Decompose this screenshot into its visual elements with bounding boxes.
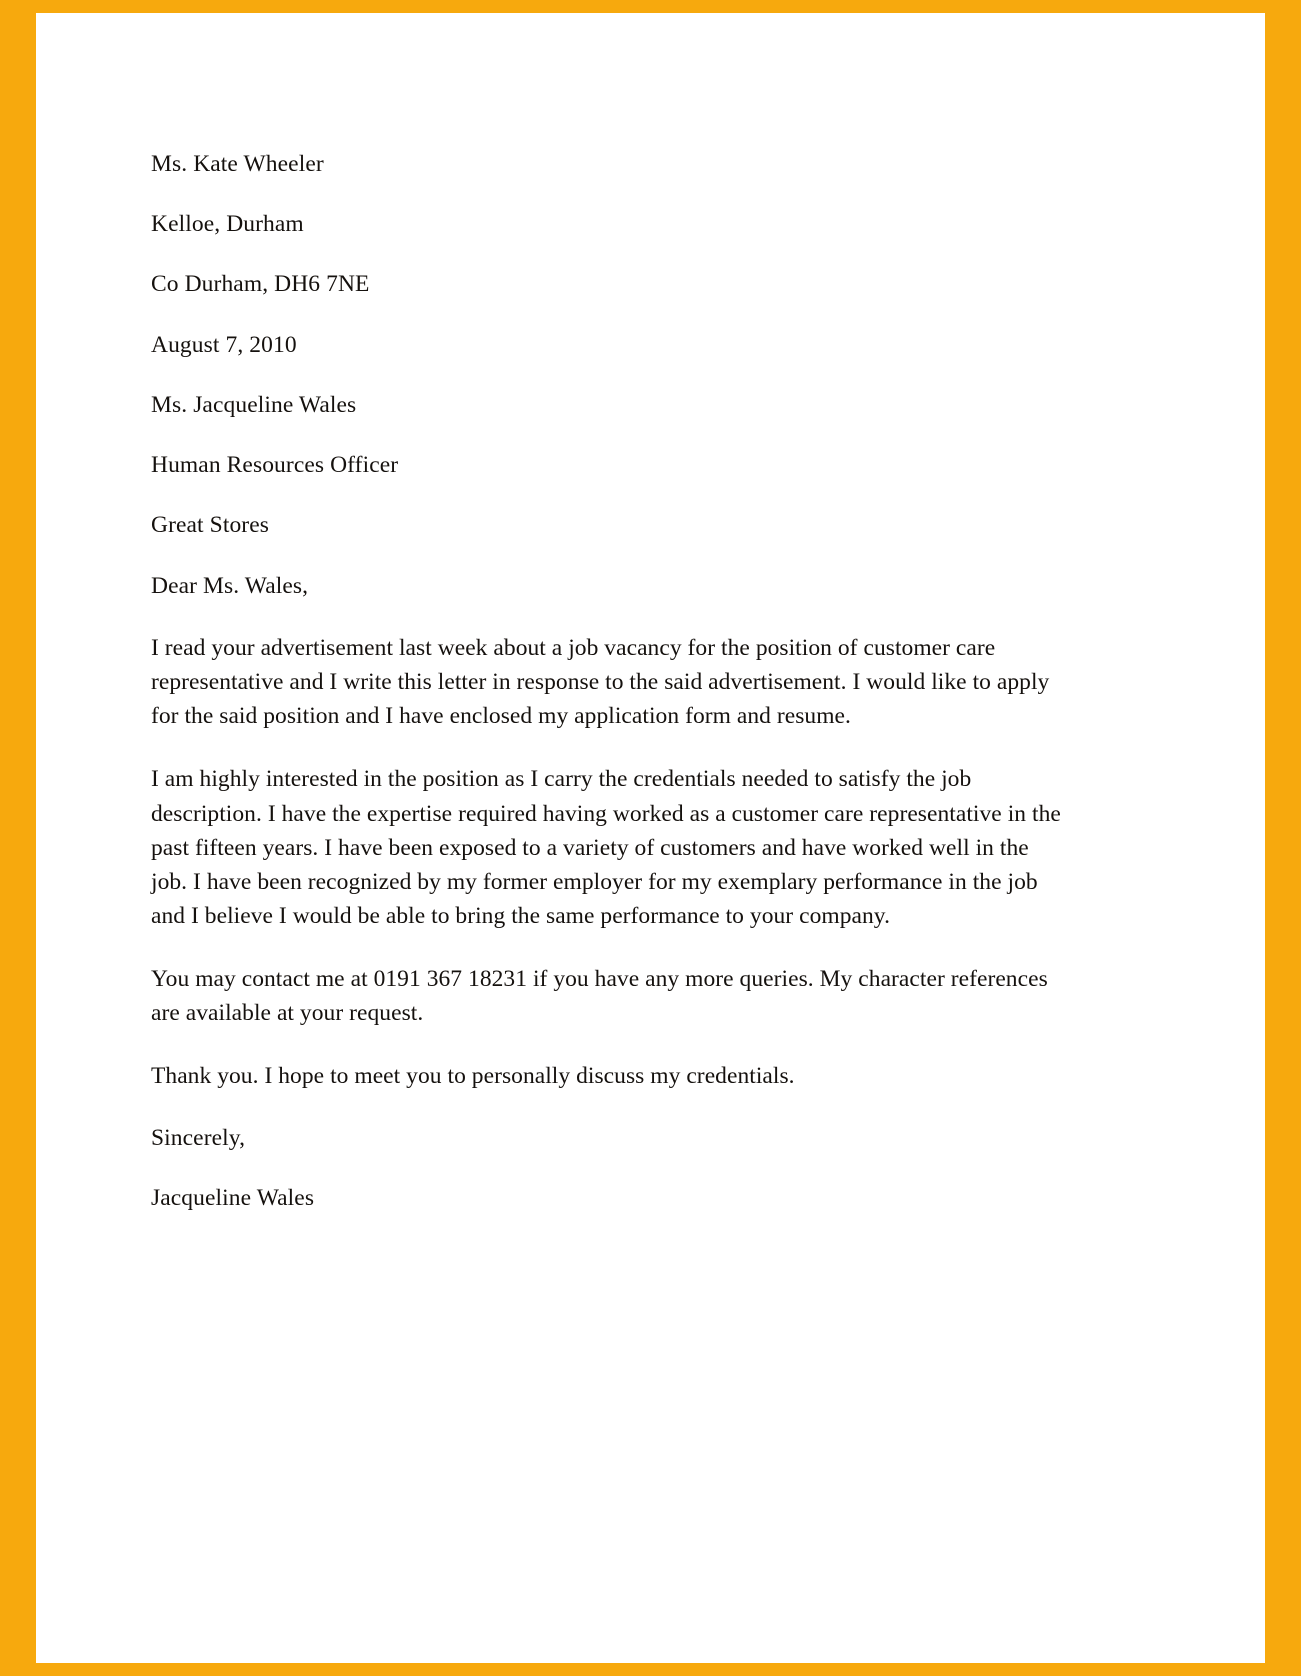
sender-name: Ms. Kate Wheeler — [151, 151, 324, 177]
letter-content — [151, 151, 1066, 1212]
body-paragraph-1: I read your advertisement last week about a job vacancy for the position of customer care representative and I write this letter in response to the said advertisement. I would like to apply for the said position and I have enclosed my application form and resume. — [151, 635, 1050, 730]
body-paragraph-2: I am highly interested in the position as I carry the credentials needed to satisfy the job description. I have the expertise required having worked as a customer care representative in the past fifteen years. I have been exposed to a variety of customers and have worked well in the job. I have been recognized by my former employer for my exemplary performance in the job and I believe I would be able to bring the same performance to your company. — [151, 766, 1061, 929]
salutation: Dear Ms. Wales, — [151, 572, 309, 599]
recipient-title: Human Resources Officer — [151, 452, 399, 479]
recipient-company: Great Stores — [151, 512, 270, 539]
body-paragraph-4: Thank you. I hope to meet you to personally discuss my credentials. — [151, 1062, 795, 1089]
valediction: Sincerely, — [151, 1124, 246, 1151]
signature-name: Jacqueline Wales — [151, 1184, 315, 1211]
recipient-name: Ms. Jacqueline Wales — [151, 391, 357, 418]
body-paragraph-3: You may contact me at 0191 367 18231 if you have any more queries. My character references are available at your request. — [151, 965, 1048, 1026]
sender-address-line-1: Kelloe, Durham — [151, 211, 304, 238]
letter-date: August 7, 2010 — [151, 331, 297, 358]
letter-sheet — [36, 13, 1265, 1663]
sender-address-line-2: Co Durham, DH6 7NE — [151, 271, 370, 298]
